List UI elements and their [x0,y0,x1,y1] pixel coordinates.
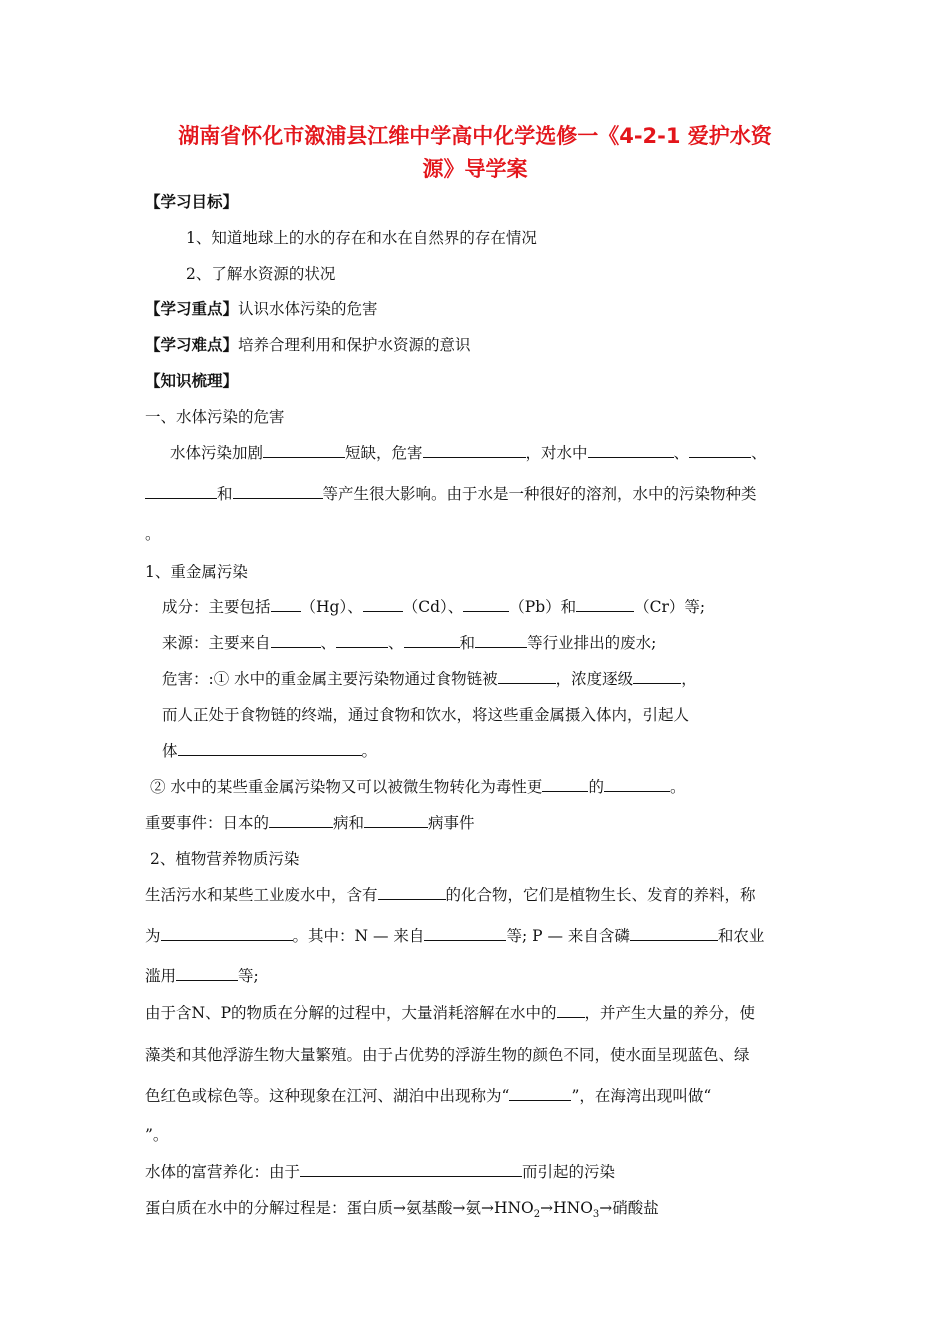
text-span: 等产生很大影响。由于水是一种很好的溶剂，水中的污染物种类 [322,485,757,503]
heavy-metal-heading: 1、重金属污染 [145,563,248,581]
heavy-metal-harm-line3 [162,739,377,761]
text-span: 通过食物链被 [404,670,498,688]
text-span: 、 [751,444,767,462]
text-span: ，浓度逐级 [555,670,634,688]
text-span: （Hg）、 [300,598,363,616]
nutrient-line1 [145,883,756,905]
nutrient-line6 [145,1084,711,1106]
text-span: 等行业排出的废水; [527,634,657,652]
text-span: 来源：主要来自 [162,634,271,652]
text-span: 水体的富营养化：由于 [145,1163,301,1181]
nutrient-line9 [145,1196,659,1220]
difficulty [145,333,471,355]
text-span: 的 [588,778,604,796]
text-span: 重要事件：日本的 [145,814,270,832]
nutrient-line3 [145,964,259,986]
fill-blank[interactable] [271,597,301,612]
text-span: 的化合物，它们是植物生长、发育的养料，称 [445,886,756,904]
key-point-label: 【学习重点】 [145,300,239,318]
text-span: 滥用 [145,967,177,985]
fill-blank[interactable] [557,1003,585,1018]
fill-blank[interactable] [161,926,293,941]
fill-blank[interactable] [498,669,556,684]
nutrient-line5: 藻类和其他浮游生物大量繁殖。由于占优势的浮游生物的颜色不同，使水面呈现蓝色、绿 [145,1046,750,1064]
goal-item-1: 1、知道地球上的水的存在和水在自然界的存在情况 [186,229,537,247]
fill-blank[interactable] [633,669,681,684]
fill-blank[interactable] [588,443,674,458]
fill-blank[interactable] [689,443,751,458]
text-span: 色红色 [145,1087,192,1105]
text-span: 病和 [333,814,365,832]
document-title-line2: 源》导学案 [422,157,528,181]
difficulty-label: 【学习难点】 [145,336,239,354]
text-span: 和农业 [717,927,765,945]
key-point [145,297,378,319]
fill-blank[interactable] [263,443,345,458]
text-span: 。 [669,778,686,796]
fill-blank[interactable] [178,741,362,756]
text-span: 而引起的污染 [522,1163,616,1181]
text-span: ，并产生大量的养分，使 [584,1004,756,1022]
heavy-metal-harm-line2: 而人正处于食物链的终端，通过食物和饮水，将这些重金属摄入体内，引起人 [162,706,690,724]
text-span: 由于含N、P的物质在分解的过程中，大量消耗溶解在水中的 [145,1004,557,1022]
nutrient-line7: ”。 [145,1126,169,1144]
heavy-metal-harm-line1 [162,667,697,689]
fill-blank[interactable] [336,633,388,648]
text-span: 、 [388,634,404,652]
text-span: 为 [145,927,161,945]
text-span: 和 [217,485,233,503]
fill-blank[interactable] [176,966,238,981]
section1-paragraph-line3: 。 [145,525,161,543]
text-span: ”，在海湾出现叫做“ [571,1087,712,1105]
text-span: 、 [673,444,690,462]
goals-heading: 【学习目标】 [145,193,239,211]
heavy-metal-source [162,631,656,653]
fill-blank[interactable] [423,443,526,458]
nutrient-line2 [145,924,764,946]
text-span: 等; [238,967,259,985]
text-span: 。 [361,742,378,760]
fill-blank[interactable] [576,597,634,612]
text-span: （Cr）等; [634,598,706,616]
text-span: 短缺，危害 [345,444,423,462]
section1-paragraph-line1 [170,441,767,463]
text-span: →HNO [540,1199,593,1217]
text-span: ，对水中 [525,444,588,462]
difficulty-text: 培养合理利用和保护水资源的意识 [238,336,471,354]
text-span: ， [681,670,697,688]
text-span: →硝酸盐 [599,1199,659,1217]
fill-blank[interactable] [509,1086,571,1101]
fill-blank[interactable] [300,1162,522,1177]
text-span: 危害：:① 水中的重金属主要污染物 [162,670,405,688]
text-span: （Pb）和 [509,598,577,616]
text-span: 或棕色等。这种现象在江河、湖泊中出现称为“ [191,1087,510,1105]
text-span: 体 [162,742,178,760]
section1-heading: 一、水体污染的危害 [145,408,285,426]
key-point-text: 认识水体污染的危害 [238,300,378,318]
heavy-metal-harm-line4 [150,775,685,797]
fill-blank[interactable] [404,633,460,648]
fill-blank[interactable] [145,484,217,499]
subscript: 2 [533,1209,541,1221]
text-span: 病事件 [428,814,475,832]
nutrient-line8 [145,1160,615,1182]
text-span: 水体污染加剧 [170,444,264,462]
text-span: （Cd）、 [402,598,464,616]
section1-paragraph-line2 [145,482,757,504]
subscript: 3 [592,1209,600,1221]
goal-item-2: 2、了解水资源的状况 [186,265,336,283]
document-title-line1: 湖南省怀化市溆浦县江维中学高中化学选修一《4-2-1 爱护水资 [178,124,772,148]
text-span: 。其中：N — 来自 [292,927,425,945]
fill-blank[interactable] [269,813,333,828]
text-span: 生活污水和某些工业废水中，含有 [145,886,378,904]
heavy-metal-composition [162,595,705,617]
text-span: 蛋白质在水中的分解过程是：蛋白质→氨基酸→氨→HNO [145,1199,534,1217]
fill-blank[interactable] [604,777,670,792]
text-span: 等; P — 来自含磷 [506,927,630,945]
fill-blank[interactable] [271,633,321,648]
fill-blank[interactable] [463,597,509,612]
fill-blank[interactable] [542,777,588,792]
nutrient-heading: 2、植物营养物质污染 [150,850,300,868]
fill-blank[interactable] [364,813,428,828]
fill-blank[interactable] [363,597,403,612]
fill-blank[interactable] [233,484,323,499]
fill-blank[interactable] [475,633,527,648]
fill-blank[interactable] [378,885,446,900]
text-span: 和 [459,634,476,652]
heavy-metal-events [145,811,475,833]
text-span: 成分：主要包括 [162,598,271,616]
nutrient-line4 [145,1001,755,1023]
text-span: ② 水中的某些重金属污染物又可以被微生物转化为毒性更 [150,778,543,796]
text-span: 、 [320,634,337,652]
fill-blank[interactable] [424,926,506,941]
fill-blank[interactable] [630,926,718,941]
knowledge-heading: 【知识梳理】 [145,372,239,390]
